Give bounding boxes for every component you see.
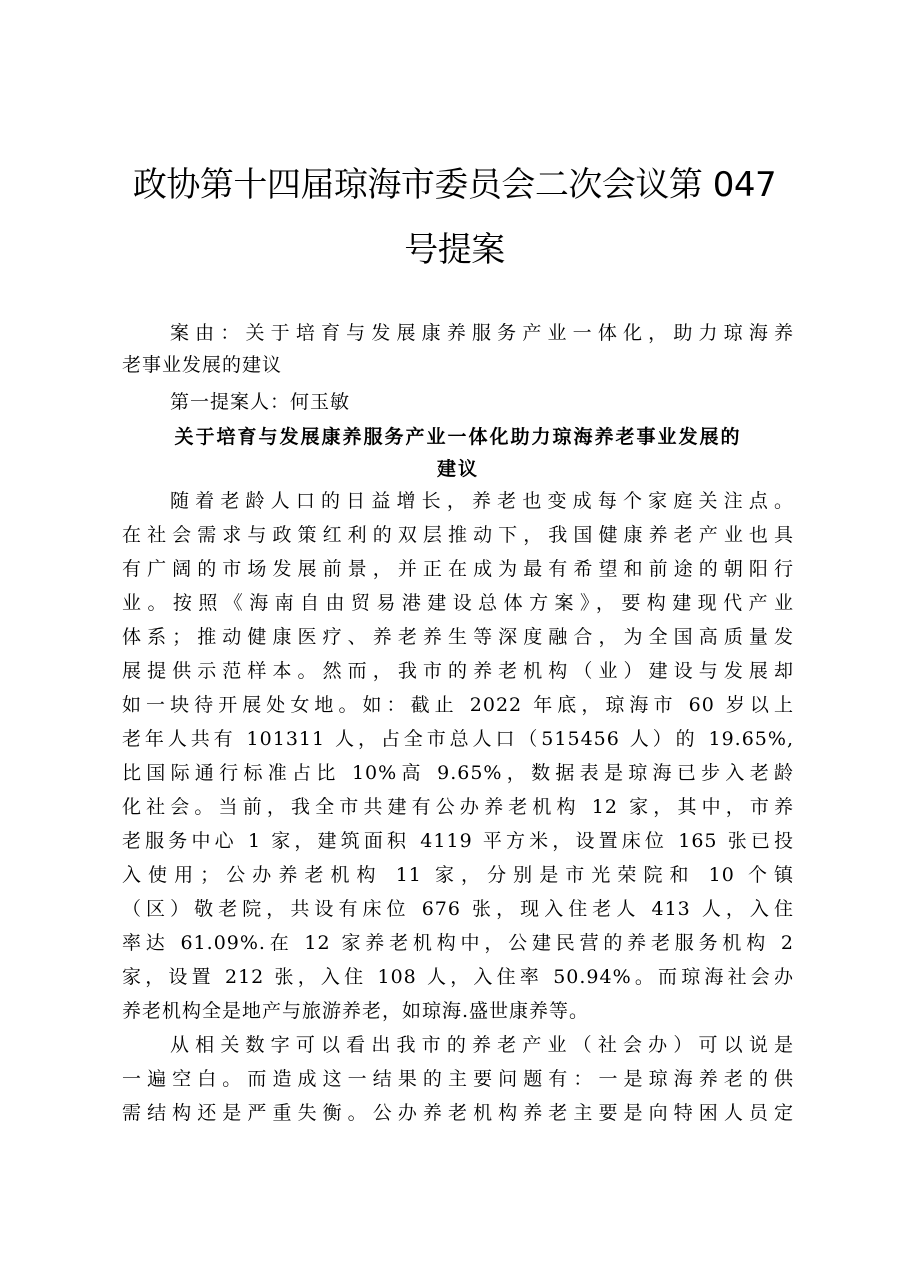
body-line: 业。按照《海南自由贸易港建设总体方案》，要构建现代产业 — [122, 592, 794, 614]
body-line: 需结构还是严重失衡。公办养老机构养老主要是向特困人员定 — [122, 1102, 794, 1124]
body-line: 化社会。当前，我全市共建有公办养老机构 12 家，其中，市养 — [122, 796, 794, 818]
body-line: 入使用；公办养老机构 11 家，分别是市光荣院和 10 个镇 — [122, 864, 794, 886]
body-line: 家，设置 212 张，入住 108 人，入住率 50.94%。而琼海社会办 — [122, 966, 794, 988]
document-title-line-2: 号提案 — [404, 230, 505, 270]
body-line: 比国际通行标准占比 10%高 9.65%，数据表是琼海已步入老龄 — [122, 762, 794, 784]
body-line: 率达 61.09%.在 12 家养老机构中，公建民营的养老服务机构 2 — [122, 932, 794, 954]
body-line: 展提供示范样本。然而，我市的养老机构（业）建设与发展却 — [122, 660, 794, 682]
document-title-line-1: 政协第十四届琼海市委员会二次会议第 047 — [132, 165, 777, 205]
body-line: （区）敬老院，共设有床位 676 张，现入住老人 413 人，入住 — [122, 898, 794, 920]
body-line: 老服务中心 1 家，建筑面积 4119 平方米，设置床位 165 张已投 — [122, 830, 794, 852]
proposal-heading-line-2: 建议 — [436, 458, 479, 480]
body-line: 如一块待开展处女地。如：截止 2022 年底，琼海市 60 岁以上 — [122, 694, 794, 716]
proposer-line: 第一提案人：何玉敏 — [170, 391, 351, 413]
body-line: 老年人共有 101311 人，占全市总人口（515456 人）的 19.65%, — [122, 728, 794, 750]
body-line: 体系；推动健康医疗、养老养生等深度融合，为全国高质量发 — [122, 626, 794, 648]
body-line: 在社会需求与政策红利的双层推动下，我国健康养老产业也具 — [122, 524, 794, 546]
body-line: 养老机构全是地产与旅游养老，如琼海.盛世康养等。 — [122, 1000, 590, 1022]
proposal-heading-line-1: 关于培育与发展康养服务产业一体化助力琼海养老事业发展的 — [174, 426, 742, 448]
reason-line-2: 老事业发展的建议 — [122, 354, 283, 376]
body-line: 一遍空白。而造成这一结果的主要问题有：一是琼海养老的供 — [122, 1068, 794, 1090]
body-line: 从相关数字可以看出我市的养老产业（社会办）可以说是 — [170, 1034, 794, 1056]
reason-line-1: 案由：关于培育与发展康养服务产业一体化，助力琼海养 — [170, 322, 794, 344]
body-line: 随着老龄人口的日益增长，养老也变成每个家庭关注点。 — [170, 490, 794, 512]
body-line: 有广阔的市场发展前景，并正在成为最有希望和前途的朝阳行 — [122, 558, 794, 580]
